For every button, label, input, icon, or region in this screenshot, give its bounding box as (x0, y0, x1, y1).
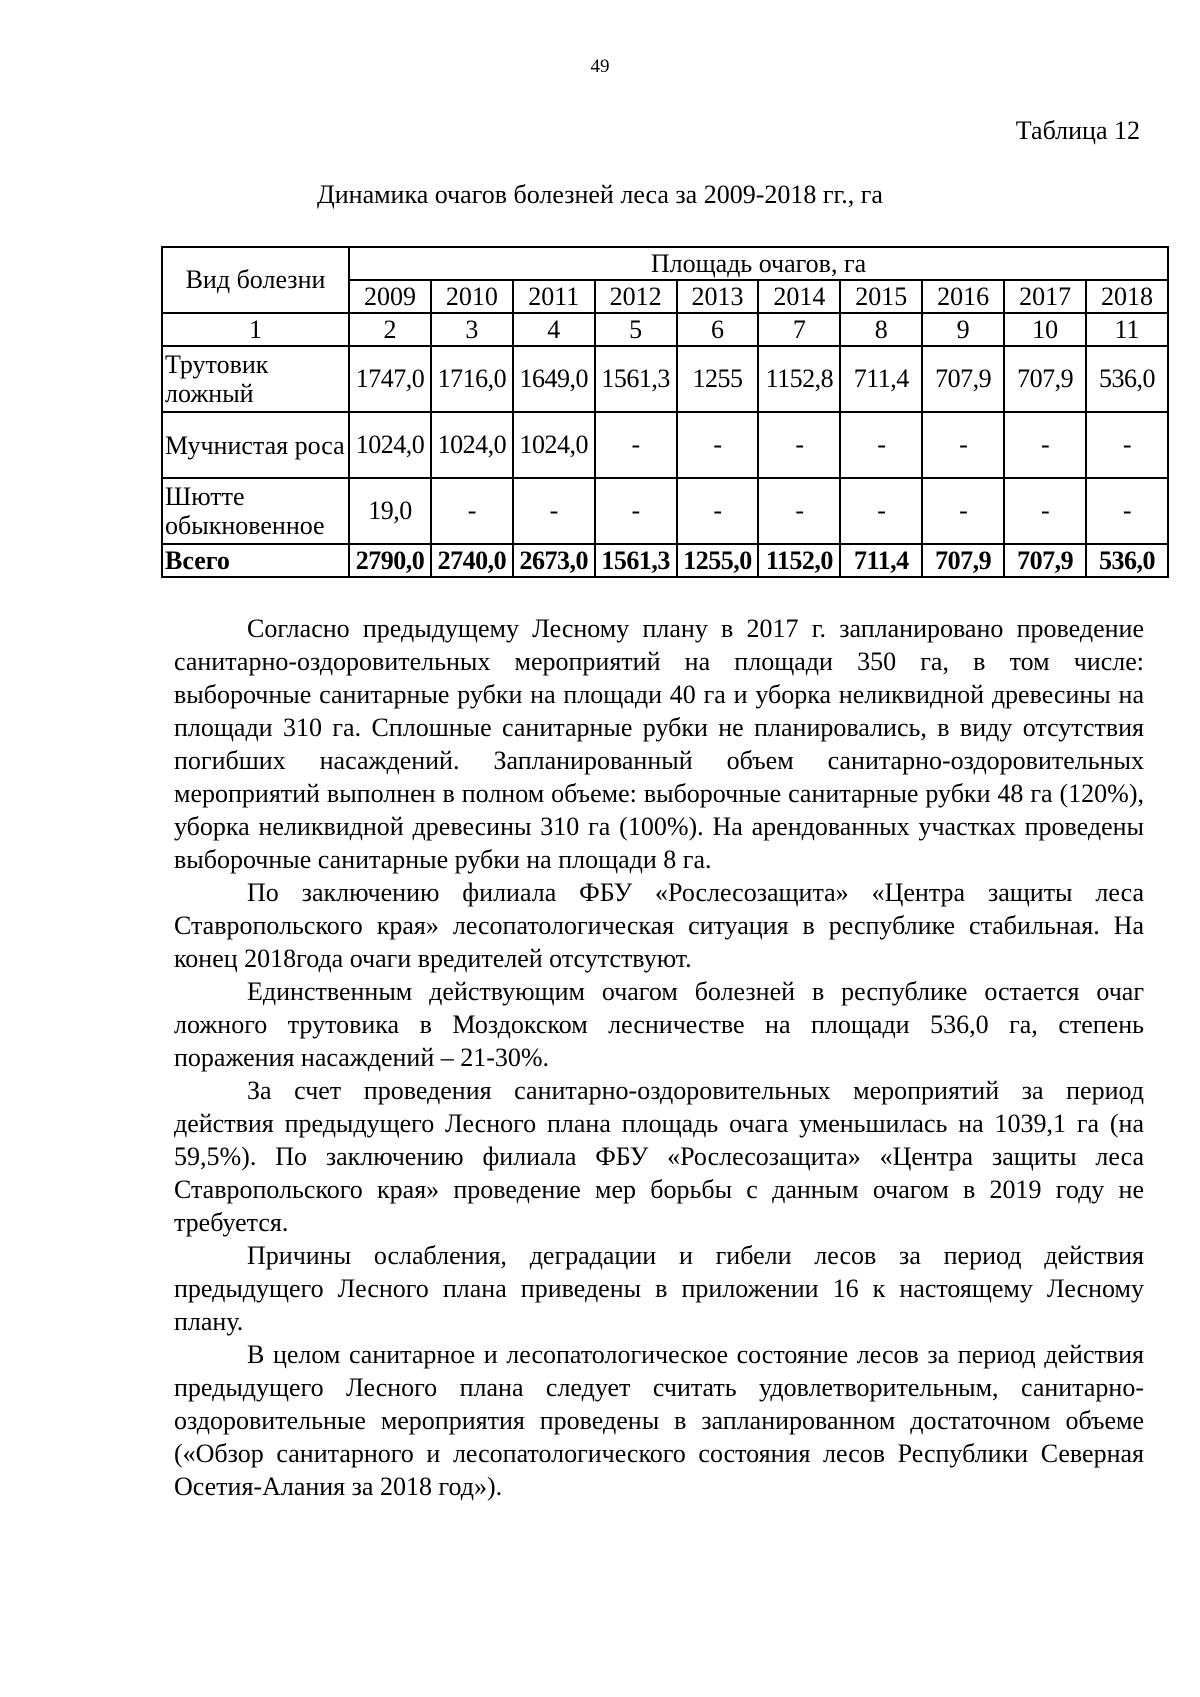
area-value: 707,9 (922, 346, 1004, 412)
area-value: - (1004, 478, 1086, 544)
area-value: - (758, 478, 840, 544)
area-value: 536,0 (1086, 346, 1168, 412)
paragraph: Согласно предыдущему Лесному плану в 2017 г. запланировано проведение санитарно-оздоровительных мероприятий на площади 350 га, в том числе: выборочные санитарные рубки на площади 40 га и уборка неликвидной древесины на площади 310 га. Сплошные санитарные рубки не планировались, в виду отсутствия погибших насаждений. Запланированный объем санитарно-оздоровительных мероприятий выполнен в полном объеме: выборочные санитарные рубки 48 га (120%), уборка неликвидной древесины 310 га (100%). На арендованных участках проведены выборочные санитарные рубки на площади 8 га. (174, 614, 1144, 874)
area-value: 1152,8 (758, 346, 840, 412)
total-value: 707,9 (922, 544, 1004, 577)
column-number: 10 (1004, 313, 1086, 346)
total-value: 1561,3 (595, 544, 677, 577)
area-value: - (758, 412, 840, 478)
area-value: 1561,3 (595, 346, 677, 412)
paragraph: По заключению филиала ФБУ «Рослесозащита» «Центра защиты леса Ставропольского края» лесопатологическая ситуация в республике стабильная. На конец 2018года очаги вредителей отсутствуют. (174, 878, 1144, 973)
header-year: 2015 (840, 280, 922, 313)
column-number: 3 (431, 313, 513, 346)
total-value: 2740,0 (431, 544, 513, 577)
header-row (162, 247, 1168, 280)
total-value: 2790,0 (349, 544, 431, 577)
header-year: 2012 (595, 280, 677, 313)
area-value: 1649,0 (513, 346, 595, 412)
total-value: 711,4 (840, 544, 922, 577)
area-value: - (922, 478, 1004, 544)
area-value: - (677, 412, 759, 478)
column-number: 7 (758, 313, 840, 346)
table-title: Динамика очагов болезней леса за 2009-2018 гг., га (317, 180, 883, 209)
header-area: Площадь очагов, га (349, 247, 1168, 280)
area-value: - (431, 478, 513, 544)
area-value: - (840, 412, 922, 478)
total-label: Всего (162, 544, 349, 577)
area-value: 707,9 (1004, 346, 1086, 412)
header-year: 2014 (758, 280, 840, 313)
paragraph: Единственным действующим очагом болезней в республике остается очаг ложного трутовика в Моздокском лесничестве на площади 536,0 га, степень поражения насаждений – 21-30%. (174, 977, 1144, 1072)
table-row (162, 346, 1168, 412)
column-number-row (162, 313, 1168, 346)
area-value: - (595, 478, 677, 544)
disease-foci-table (161, 246, 1169, 578)
area-value: - (1086, 478, 1168, 544)
total-value: 1255,0 (677, 544, 759, 577)
text-body (174, 612, 1144, 1503)
header-year: 2010 (431, 280, 513, 313)
area-value: 1024,0 (431, 412, 513, 478)
area-value: - (1086, 412, 1168, 478)
paragraph: За счет проведения санитарно-оздоровительных мероприятий за период действия предыдущего Лесного плана площадь очага уменьшилась на 1039,1 га (на 59,5%). По заключению филиала ФБУ «Рослесозащита» «Центра защиты леса Ставропольского края» проведение мер борьбы с данным очагом в 2019 году не требуется. (174, 1076, 1144, 1237)
area-value: 1024,0 (349, 412, 431, 478)
column-number: 4 (513, 313, 595, 346)
table-label: Таблица 12 (1015, 116, 1140, 145)
total-value: 707,9 (1004, 544, 1086, 577)
header-year: 2017 (1004, 280, 1086, 313)
table-body (162, 247, 1168, 577)
header-year: 2009 (349, 280, 431, 313)
table-row (162, 478, 1168, 544)
column-number: 5 (595, 313, 677, 346)
header-year: 2013 (677, 280, 759, 313)
header-disease-type: Вид болезни (162, 247, 349, 313)
column-number: 2 (349, 313, 431, 346)
column-number: 11 (1086, 313, 1168, 346)
area-value: 711,4 (840, 346, 922, 412)
total-row (162, 544, 1168, 577)
table-row (162, 412, 1168, 478)
disease-name: Шютте обыкновенное (162, 478, 349, 544)
area-value: 1255 (677, 346, 759, 412)
column-number: 9 (922, 313, 1004, 346)
total-value: 1152,0 (758, 544, 840, 577)
disease-name: Мучнистая роса (162, 412, 349, 478)
area-value: - (840, 478, 922, 544)
area-value: - (677, 478, 759, 544)
area-value: 1747,0 (349, 346, 431, 412)
area-value: 19,0 (349, 478, 431, 544)
paragraph: В целом санитарное и лесопатологическое состояние лесов за период действия предыдущего Лесного плана следует считать удовлетворительным, санитарно-оздоровительные мероприятия проведены в запланированном достаточном объеме («Обзор санитарного и лесопатологического состояния лесов Республики Северная Осетия-Алания за 2018 год»). (174, 1340, 1144, 1501)
disease-name: Трутовик ложный (162, 346, 349, 412)
total-value: 2673,0 (513, 544, 595, 577)
area-value: 1024,0 (513, 412, 595, 478)
header-year: 2018 (1086, 280, 1168, 313)
area-value: - (1004, 412, 1086, 478)
area-value: - (595, 412, 677, 478)
page-number: 49 (590, 56, 610, 77)
column-number: 8 (840, 313, 922, 346)
paragraph: Причины ослабления, деградации и гибели лесов за период действия предыдущего Лесного плана приведены в приложении 16 к настоящему Лесному плану. (174, 1241, 1144, 1336)
column-number: 6 (677, 313, 759, 346)
column-number: 1 (162, 313, 349, 346)
total-value: 536,0 (1086, 544, 1168, 577)
header-year: 2011 (513, 280, 595, 313)
area-value: - (513, 478, 595, 544)
area-value: - (922, 412, 1004, 478)
area-value: 1716,0 (431, 346, 513, 412)
header-year: 2016 (922, 280, 1004, 313)
